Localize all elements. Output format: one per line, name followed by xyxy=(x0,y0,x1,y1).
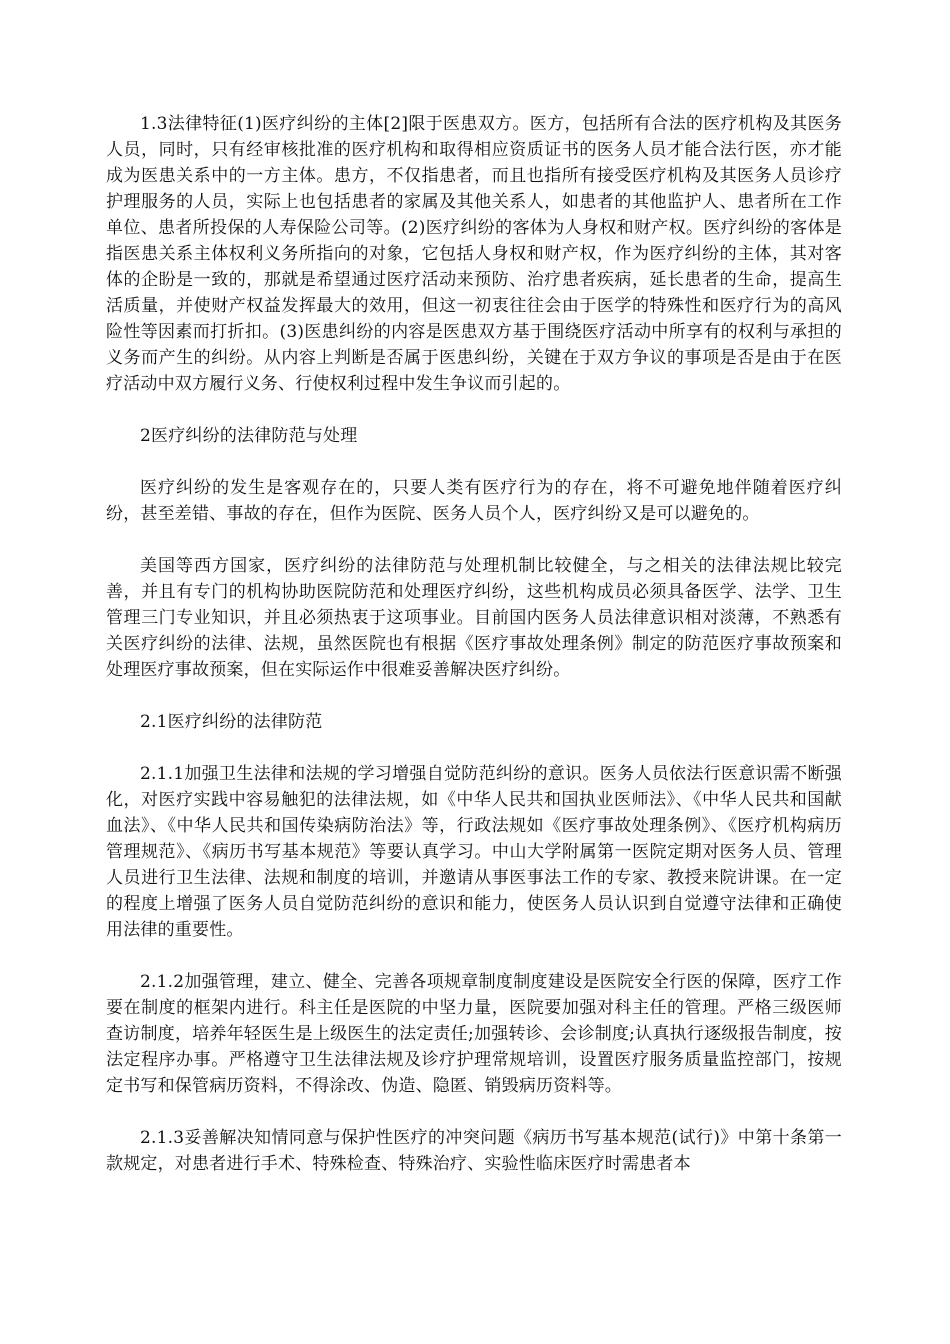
document-body xyxy=(106,111,842,1203)
paragraph-objective-existence: 医疗纠纷的发生是客观存在的，只要人类有医疗行为的存在，将不可避免地伴随着医疗纠纷，甚至差错、事故的存在，但作为医院、医务人员个人，医疗纠纷又是可以避免的。 xyxy=(106,478,842,524)
section-heading-prevention-handling: 2医疗纠纷的法律防范与处理 xyxy=(140,426,358,446)
section-heading-legal-prevention: 2.1医疗纠纷的法律防范 xyxy=(140,712,323,732)
paragraph-western-countries: 美国等西方国家，医疗纠纷的法律防范与处理机制比较健全，与之相关的法律法规比较完善，并且有专门的机构协助医院防范和处理医疗纠纷，这些机构成员必须具备医学、法学、卫生管理三门专业知识，并且必须热衷于这项事业。目前国内医务人员法律意识相对淡薄，不熟悉有关医疗纠纷的法律、法规，虽然医院也有根据《医疗事故处理条例》制定的防范医疗事故预案和处理医疗事故预案，但在实际运作中很难妥善解决医疗纠纷。 xyxy=(106,556,842,680)
paragraph-2-1-1: 2.1.1加强卫生法律和法规的学习增强自觉防范纠纷的意识。医务人员依法行医意识需不断强化，对医疗实践中容易触犯的法律法规，如《中华人民共和国执业医师法》、《中华人民共和国献血法》、《中华人民共和国传染病防治法》等，行政法规如《医疗事故处理条例》、《医疗机构病历管理规范》、《病历书写基本规范》等要认真学习。中山大学附属第一医院定期对医务人员、管理人员进行卫生法律、法规和制度的培训，并邀请从事医事法工作的专家、教授来院讲课。在一定的程度上增强了医务人员自觉防范纠纷的意识和能力，使医务人员认识到自觉遵守法律和正确使用法律的重要性。 xyxy=(106,764,842,940)
paragraph-2-1-2: 2.1.2加强管理，建立、健全、完善各项规章制度制度建设是医院安全行医的保障，医疗工作要在制度的框架内进行。科主任是医院的中坚力量，医院要加强对科主任的管理。严格三级医师查访制度，培养年轻医生是上级医生的法定责任;加强转诊、会诊制度;认真执行逐级报告制度，按法定程序办事。严格遵守卫生法律法规及诊疗护理常规培训，设置医疗服务质量监控部门，按规定书写和保管病历资料，不得涂改、伪造、隐匿、销毁病历资料等。 xyxy=(106,972,842,1096)
paragraph-legal-features: 1.3法律特征(1)医疗纠纷的主体[2]限于医患双方。医方，包括所有合法的医疗机构及其医务人员，同时，只有经审核批准的医疗机构和取得相应资质证书的医务人员才能合法行医，亦才能成为医患关系中的一方主体。患方，不仅指患者，而且也指所有接受医疗机构及其医务人员诊疗护理服务的人员，实际上也包括患者的家属及其他关系人，如患者的其他监护人、患者所在工作单位、患者所投保的人寿保险公司等。(2)医疗纠纷的客体为人身权和财产权。医疗纠纷的客体是指医患关系主体权利义务所指向的对象，它包括人身权和财产权，作为医疗纠纷的主体，其对客体的企盼是一致的，那就是希望通过医疗活动来预防、治疗患者疾病，延长患者的生命，提高生活质量，并使财产权益发挥最大的效用，但这一初衷往往会由于医学的特殊性和医疗行为的高风险性等因素而打折扣。(3)医患纠纷的内容是医患双方基于围绕医疗活动中所享有的权利与承担的义务而产生的纠纷。从内容上判断是否属于医患纠纷，关键在于双方争议的事项是否是由于在医疗活动中双方履行义务、行使权利过程中发生争议而引起的。 xyxy=(106,114,842,394)
paragraph-2-1-3: 2.1.3妥善解决知情同意与保护性医疗的冲突问题《病历书写基本规范(试行)》中第十条第一款规定，对患者进行手术、特殊检查、特殊治疗、实验性临床医疗时需患者本 xyxy=(106,1128,842,1174)
